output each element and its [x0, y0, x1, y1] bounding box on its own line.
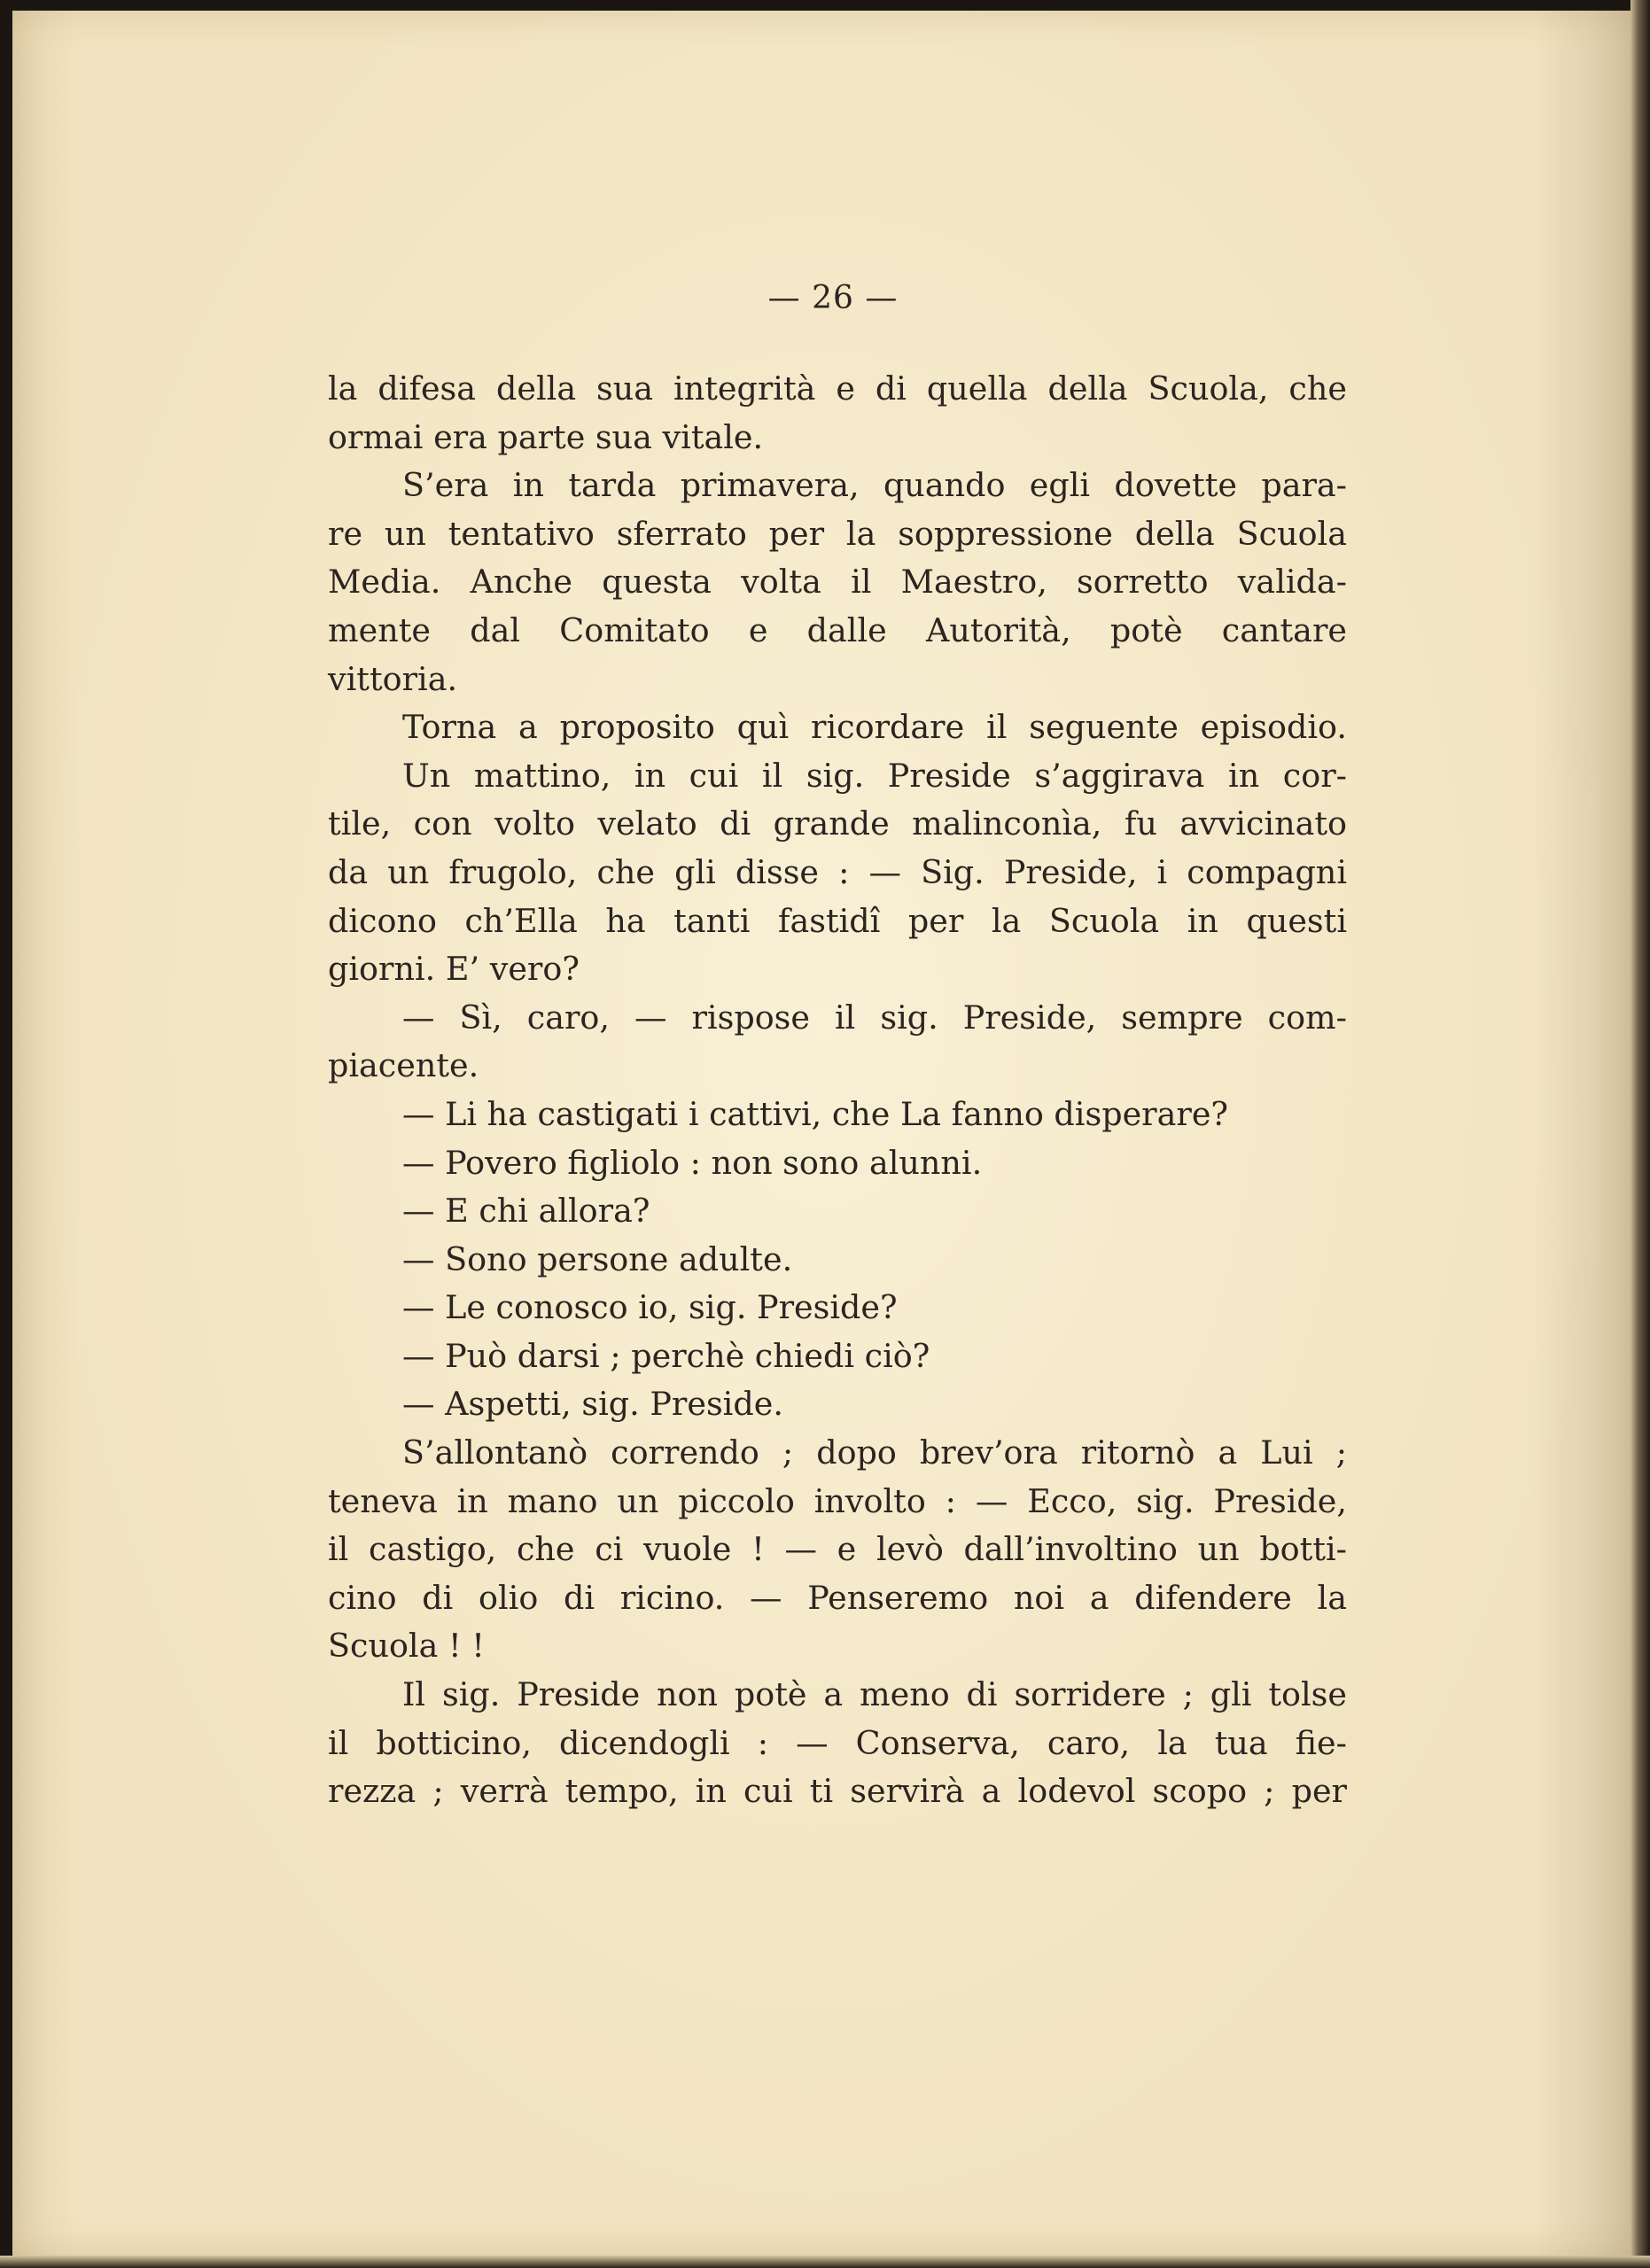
page-right-edge [1631, 0, 1650, 2268]
text-line: mente dal Comitato e dalle Autorità, potè cantare [328, 610, 1347, 649]
text-line: S’era in tarda primavera, quando egli dovette para- [402, 466, 1347, 505]
text-line: Scuola ! ! [328, 1627, 485, 1666]
text-line: tile, con volto velato di grande malinconìa, fu avvicinato [328, 804, 1347, 843]
text-line: S’allontanò correndo ; dopo brev’ora ritornò a Lui ; [402, 1433, 1347, 1472]
text-line: re un tentativo sferrato per la soppressione della Scuola [328, 514, 1347, 553]
text-line: — Può darsi ; perchè chiedi ciò? [402, 1336, 930, 1375]
text-line: giorni. E’ vero? [328, 950, 580, 989]
page-number: — 26 — [767, 280, 899, 316]
text-line: Il sig. Preside non potè a meno di sorridere ; gli tolse [402, 1675, 1347, 1714]
text-line: — Povero figliolo : non sono alunni. [402, 1143, 983, 1182]
text-line: — Sono persone adulte. [402, 1239, 793, 1278]
text-line: rezza ; verrà tempo, in cui ti servirà a lodevol scopo ; per [328, 1772, 1347, 1811]
text-line: cino di olio di ricino. — Penseremo noi a difendere la [328, 1578, 1347, 1617]
text-line: — Sì, caro, — rispose il sig. Preside, sempre com- [402, 998, 1347, 1037]
text-line: teneva in mano un piccolo involto : — Ecco, sig. Preside, [328, 1481, 1347, 1520]
text-line: vittoria. [328, 659, 458, 698]
text-line: — Le conosco io, sig. Preside? [402, 1288, 898, 1327]
text-line: Media. Anche questa volta il Maestro, sorretto valida- [328, 563, 1347, 602]
text-line: il castigo, che ci vuole ! — e levò dall’involtino un botti- [328, 1530, 1347, 1569]
text-line: ormai era parte sua vitale. [328, 417, 764, 456]
text-line: — E chi allora? [402, 1192, 650, 1231]
text-line: piacente. [328, 1046, 479, 1085]
text-line: — Aspetti, sig. Preside. [402, 1385, 783, 1424]
body-text [328, 365, 1347, 1816]
text-line: il botticino, dicendogli : — Conserva, caro, la tua fie- [328, 1723, 1347, 1762]
text-line: la difesa della sua integrità e di quella della Scuola, che [328, 369, 1347, 408]
text-line: dicono ch’Ella ha tanti fastidî per la Scuola in questi [328, 901, 1347, 940]
text-line: — Li ha castigati i cattivi, che La fanno disperare? [402, 1094, 1228, 1133]
text-line: Torna a proposito quì ricordare il seguente episodio. [402, 708, 1347, 747]
page-bottom-edge [0, 2256, 1650, 2268]
text-line: da un frugolo, che gli disse : — Sig. Preside, i compagni [328, 852, 1347, 891]
text-line: Un mattino, in cui il sig. Preside s’aggirava in cor- [402, 756, 1347, 795]
